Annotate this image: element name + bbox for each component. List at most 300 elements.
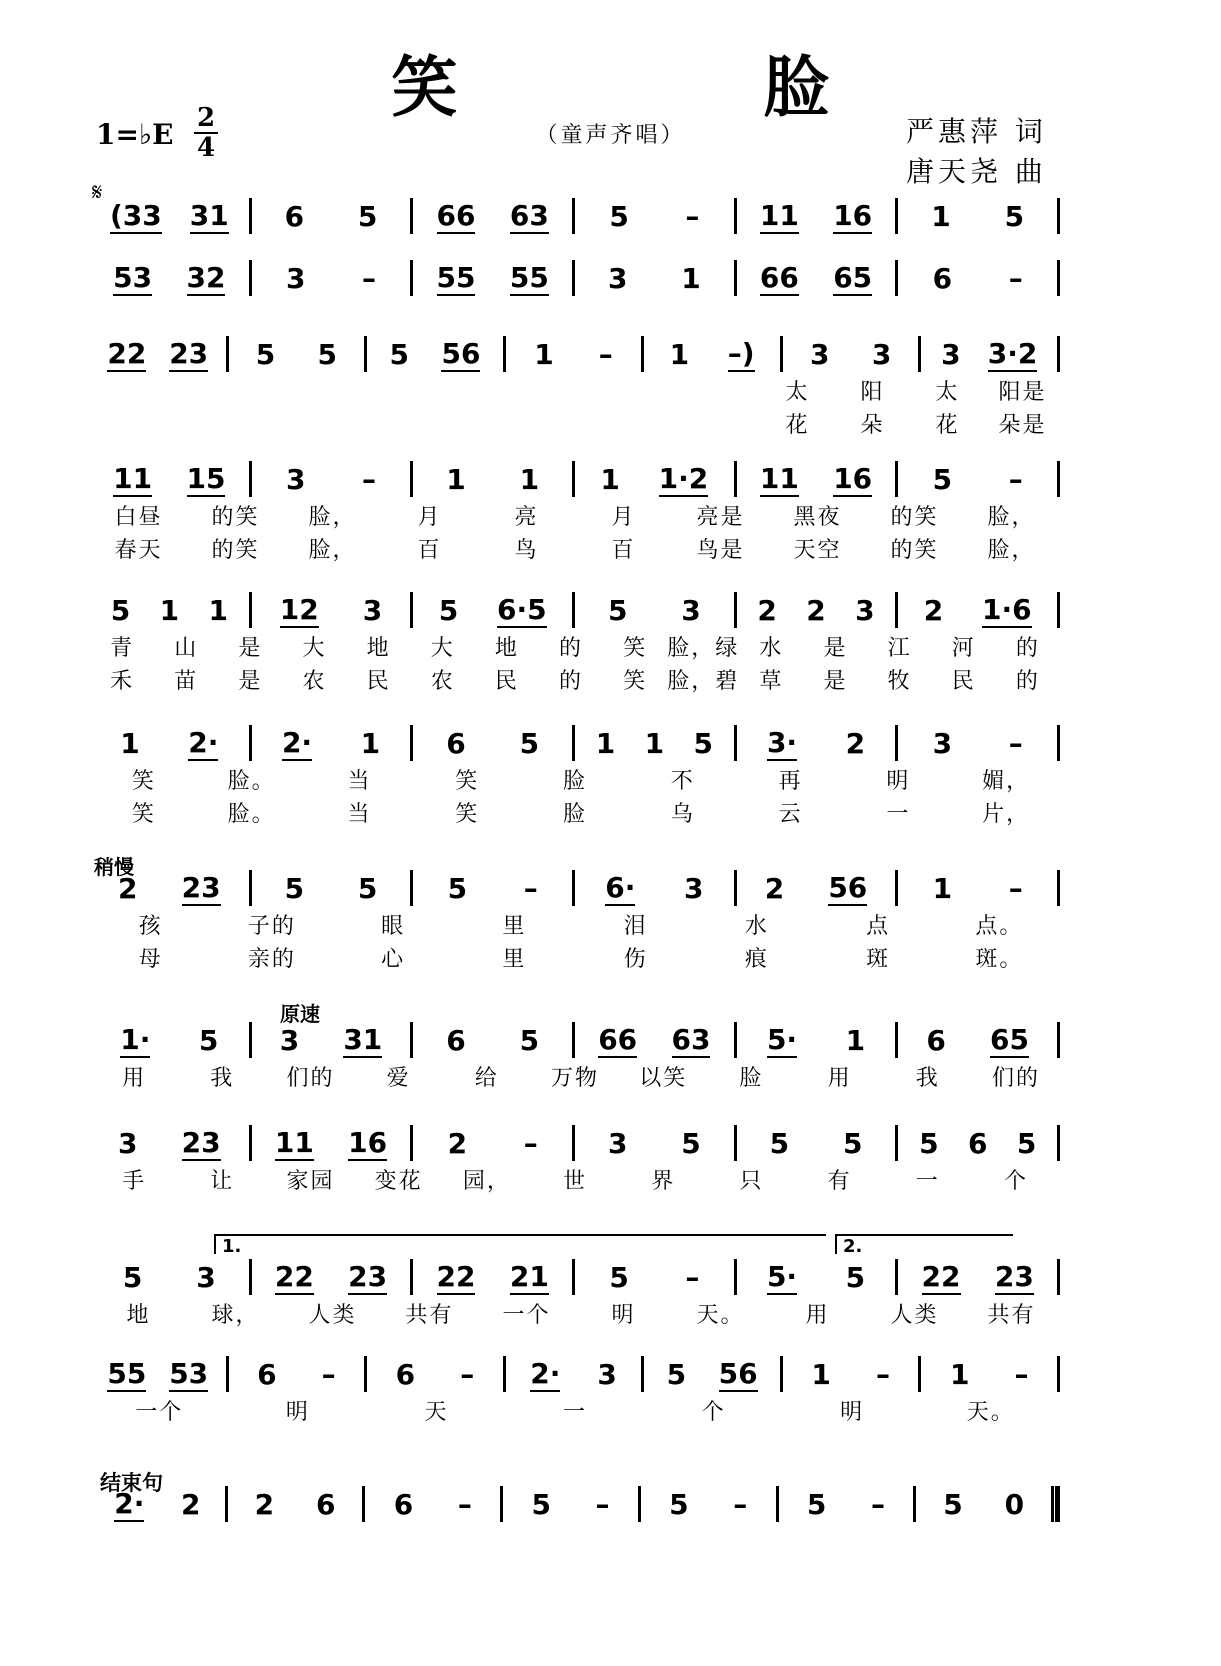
note-group: 3 bbox=[941, 337, 961, 371]
measure bbox=[921, 1358, 1057, 1391]
note-group: 5 bbox=[317, 337, 337, 371]
measure bbox=[898, 1127, 1057, 1160]
measure bbox=[898, 1260, 1057, 1295]
note-group: 63 bbox=[509, 198, 549, 232]
lyric-word: 大 bbox=[430, 636, 455, 661]
lyric-word: 当 bbox=[347, 802, 372, 827]
lyric-word: 亲的 bbox=[247, 947, 296, 972]
note-group: 16 bbox=[833, 198, 873, 232]
lyric-word: 斑。 bbox=[975, 947, 1024, 972]
lyric-word: 共有 bbox=[987, 1303, 1036, 1328]
lyric-word: 我 bbox=[915, 1066, 940, 1091]
lyric-word: 天。 bbox=[696, 1303, 745, 1328]
measure bbox=[252, 200, 411, 233]
score-system bbox=[90, 1257, 1060, 1330]
lyric-word: 脸。 bbox=[227, 769, 276, 794]
measure bbox=[90, 1023, 249, 1058]
lyric-word: 农 bbox=[430, 669, 455, 694]
note-group: 2 bbox=[180, 1487, 201, 1521]
measure bbox=[575, 1023, 734, 1058]
lyric-word: 是 bbox=[238, 669, 263, 694]
note-group: 6 bbox=[926, 1023, 946, 1057]
lyric-word: 人类 bbox=[308, 1303, 357, 1328]
note-group: 5 bbox=[919, 1126, 939, 1160]
lyric-word: 脸，碧 bbox=[667, 669, 740, 694]
note-group: 1 bbox=[845, 1023, 866, 1057]
note-group: 1 bbox=[208, 593, 228, 627]
lyric-word: 点 bbox=[866, 914, 891, 939]
note-group: – bbox=[362, 261, 377, 295]
measure bbox=[575, 727, 734, 760]
note-group: 6 bbox=[446, 1023, 466, 1057]
note-group: 5 bbox=[389, 337, 409, 371]
lyric-word: 天空 bbox=[793, 538, 842, 563]
note-group: – bbox=[685, 1260, 700, 1294]
lyric-word: 一个 bbox=[502, 1303, 551, 1328]
lyric-word: 我 bbox=[210, 1066, 235, 1091]
lyric-word: 子的 bbox=[247, 914, 296, 939]
note-group: 6 bbox=[257, 1357, 277, 1391]
lyric-line bbox=[90, 630, 1060, 663]
lyricist-credit: 严惠萍 词 bbox=[906, 115, 1047, 148]
song-title: 笑 脸 bbox=[391, 49, 950, 126]
lyric-word: 脸， bbox=[987, 505, 1036, 530]
note-group: 3 bbox=[683, 871, 704, 905]
note-group: 2 bbox=[923, 593, 944, 627]
note-group: 6· bbox=[605, 870, 636, 904]
note-group: 6 bbox=[932, 261, 953, 295]
measure bbox=[413, 727, 572, 760]
lyric-word: 黑夜 bbox=[793, 505, 842, 530]
barline bbox=[1057, 336, 1060, 372]
lyric-word: 明 bbox=[840, 1400, 865, 1425]
measure bbox=[783, 338, 919, 371]
measure bbox=[252, 593, 411, 628]
note-group: 5 bbox=[255, 337, 276, 371]
note-group: 1 bbox=[949, 1357, 970, 1391]
lyric-line bbox=[90, 941, 1060, 974]
measure bbox=[229, 1358, 365, 1391]
lyric-word: 们的 bbox=[991, 1066, 1040, 1091]
measure bbox=[779, 1488, 914, 1521]
note-group: 2· bbox=[281, 725, 313, 759]
note-group: 2 bbox=[757, 593, 777, 627]
note-group: 5· bbox=[766, 1259, 798, 1293]
lyric-word: 明 bbox=[886, 769, 911, 794]
note-group: – bbox=[598, 337, 613, 371]
lyric-word: 青 bbox=[110, 636, 135, 661]
lyric-word: 地 bbox=[494, 636, 519, 661]
note-group: 23 bbox=[348, 1259, 388, 1293]
note-group: 5 bbox=[1016, 1126, 1037, 1160]
note-group: 55 bbox=[436, 260, 476, 294]
note-group: 3 bbox=[855, 593, 875, 627]
note-group: – bbox=[595, 1487, 610, 1521]
notes-row bbox=[90, 1484, 1060, 1524]
measure bbox=[898, 200, 1057, 233]
lyric-word: 是 bbox=[238, 636, 263, 661]
note-group: – bbox=[1008, 261, 1023, 295]
measure bbox=[503, 1488, 638, 1521]
lyric-line bbox=[760, 374, 1060, 407]
note-group: 5 bbox=[607, 593, 628, 627]
lyric-word: 大 bbox=[302, 636, 327, 661]
lyric-word: 母 bbox=[138, 947, 163, 972]
lyric-line bbox=[90, 532, 1060, 565]
note-group: 6 bbox=[446, 726, 466, 760]
note-group: 5 bbox=[284, 871, 305, 905]
lyric-word: 天。 bbox=[966, 1400, 1015, 1425]
lyric-word: 春天 bbox=[114, 538, 163, 563]
lyric-word: 的笑 bbox=[890, 538, 939, 563]
note-group: (33 bbox=[109, 198, 162, 232]
measure bbox=[644, 1357, 780, 1392]
lyric-word: 明 bbox=[285, 1400, 310, 1425]
barline bbox=[1057, 1125, 1060, 1161]
note-group: 1 bbox=[932, 871, 953, 905]
lyric-word: 太 bbox=[935, 380, 960, 405]
lyric-word: 苗 bbox=[174, 669, 199, 694]
note-group: 1 bbox=[595, 726, 616, 760]
lyric-word: 笑 bbox=[623, 669, 648, 694]
note-group: 5 bbox=[110, 593, 131, 627]
lyric-word: 阳 bbox=[860, 380, 885, 405]
note-group: 5 bbox=[693, 726, 713, 760]
note-group: 3 bbox=[597, 1357, 617, 1391]
lyric-word: 们的 bbox=[286, 1066, 335, 1091]
lyric-word: 点。 bbox=[975, 914, 1024, 939]
lyric-word: 草 bbox=[759, 669, 784, 694]
measure bbox=[737, 261, 896, 296]
lyric-word: 的 bbox=[559, 636, 584, 661]
measure bbox=[641, 1488, 776, 1521]
score-system bbox=[90, 723, 1060, 829]
measure bbox=[413, 593, 572, 628]
lyric-word: 共有 bbox=[405, 1303, 454, 1328]
note-group: 11 bbox=[274, 1125, 314, 1159]
barline bbox=[1057, 725, 1060, 761]
lyric-word: 太 bbox=[785, 380, 810, 405]
notes-row bbox=[90, 868, 1060, 908]
measure bbox=[90, 199, 249, 234]
composer-credit: 唐天尧 曲 bbox=[906, 155, 1047, 188]
measure bbox=[90, 1357, 226, 1392]
lyric-word: 让 bbox=[210, 1169, 235, 1194]
note-group: 3 bbox=[607, 261, 628, 295]
lyric-word: 一 bbox=[915, 1169, 940, 1194]
lyric-word: 的 bbox=[1015, 669, 1040, 694]
lyric-word: 世 bbox=[563, 1169, 588, 1194]
lyric-word: 月 bbox=[611, 505, 636, 530]
lyric-word: 江 bbox=[887, 636, 912, 661]
note-group: – bbox=[1014, 1357, 1029, 1391]
note-group: 1 bbox=[360, 726, 381, 760]
lyric-word: 亮 bbox=[514, 505, 539, 530]
note-group: 2· bbox=[114, 1486, 145, 1520]
note-group: 6 bbox=[316, 1487, 336, 1521]
measure bbox=[575, 594, 734, 627]
note-group: 5 bbox=[357, 871, 378, 905]
note-group: 11 bbox=[759, 198, 799, 232]
score-system bbox=[90, 868, 1060, 974]
note-group: 1·6 bbox=[982, 592, 1032, 626]
lyric-word: 笑 bbox=[131, 769, 156, 794]
note-group: 6 bbox=[393, 1487, 414, 1521]
lyric-line bbox=[90, 908, 1060, 941]
note-group: 11 bbox=[759, 461, 799, 495]
note-group: 0 bbox=[1004, 1487, 1025, 1521]
lyric-word: 心 bbox=[381, 947, 406, 972]
lyric-word: 是 bbox=[823, 636, 848, 661]
lyric-word: 人类 bbox=[890, 1303, 939, 1328]
lyric-word: 个 bbox=[1003, 1169, 1028, 1194]
lyric-word: 一 bbox=[563, 1400, 588, 1425]
notes-row bbox=[90, 258, 1060, 298]
lyric-word: 万物 bbox=[551, 1066, 600, 1091]
note-group: 2· bbox=[530, 1356, 561, 1390]
note-group: 6 bbox=[395, 1357, 416, 1391]
measure bbox=[90, 261, 249, 296]
lyric-word: 地 bbox=[366, 636, 391, 661]
notes-row bbox=[90, 1257, 1060, 1297]
measure bbox=[252, 1023, 411, 1058]
lyric-word: 当 bbox=[347, 769, 372, 794]
measure bbox=[506, 1357, 642, 1392]
note-group: 22 bbox=[921, 1259, 961, 1293]
lyric-word: 用 bbox=[827, 1066, 852, 1091]
note-group: 15 bbox=[186, 461, 226, 495]
lyric-word: 有 bbox=[827, 1169, 852, 1194]
measure bbox=[783, 1358, 919, 1391]
lyric-line bbox=[90, 663, 1060, 696]
lyric-line bbox=[90, 1060, 1060, 1093]
note-group: 2 bbox=[845, 726, 866, 760]
note-group: – bbox=[1008, 871, 1023, 905]
note-group: 3 bbox=[118, 1126, 138, 1160]
lyric-word: 亮是 bbox=[696, 505, 745, 530]
measure bbox=[413, 199, 572, 234]
measure bbox=[90, 462, 249, 497]
note-group: 1 bbox=[931, 199, 951, 233]
lyric-word: 民 bbox=[951, 669, 976, 694]
lyric-word: 界 bbox=[651, 1169, 676, 1194]
lyric-word: 民 bbox=[494, 669, 519, 694]
measure bbox=[898, 872, 1057, 905]
barline bbox=[1057, 1356, 1060, 1392]
measure bbox=[228, 1488, 363, 1521]
measure bbox=[252, 463, 411, 496]
lyric-word: 河 bbox=[951, 636, 976, 661]
measure bbox=[413, 1024, 572, 1057]
note-group: 1 bbox=[159, 593, 180, 627]
note-group: 23 bbox=[181, 1125, 221, 1159]
note-group: – bbox=[733, 1487, 748, 1521]
lyric-word: 笑 bbox=[623, 636, 648, 661]
lyric-word: 一 bbox=[886, 802, 911, 827]
lyric-word: 花 bbox=[935, 413, 960, 438]
lyric-word: 鸟是 bbox=[696, 538, 745, 563]
note-group: 5 bbox=[845, 1260, 866, 1294]
lyric-word: 片， bbox=[982, 802, 1031, 827]
lyric-word: 媚， bbox=[982, 769, 1031, 794]
lyric-word: 脸 bbox=[563, 769, 588, 794]
lyric-word: 笑 bbox=[455, 802, 480, 827]
note-group: 1 bbox=[669, 337, 690, 371]
note-group: 5 bbox=[669, 1487, 689, 1521]
measure bbox=[413, 1127, 572, 1160]
time-signature bbox=[194, 104, 218, 162]
lyric-word: 是 bbox=[823, 669, 848, 694]
first-ending: 1. bbox=[214, 1234, 826, 1254]
note-group: 3 bbox=[607, 1126, 628, 1160]
lyric-word: 乌 bbox=[670, 802, 695, 827]
lyric-word: 的 bbox=[559, 669, 584, 694]
notes-row bbox=[90, 196, 1060, 236]
notes-row bbox=[90, 459, 1060, 499]
measure bbox=[90, 337, 226, 372]
measure bbox=[413, 872, 572, 905]
note-group: 2 bbox=[447, 1126, 468, 1160]
note-group: 12 bbox=[279, 592, 319, 626]
note-group: 3 bbox=[932, 726, 953, 760]
lyric-word: 朵 bbox=[860, 413, 885, 438]
lyric-word: 个 bbox=[701, 1400, 726, 1425]
note-group: 2 bbox=[254, 1487, 275, 1521]
note-group: 21 bbox=[509, 1259, 549, 1293]
lyric-word: 园， bbox=[462, 1169, 511, 1194]
note-group: – bbox=[1008, 726, 1023, 760]
note-group: 5 bbox=[769, 1126, 790, 1160]
lyric-word: 脸 bbox=[739, 1066, 764, 1091]
note-group: 16 bbox=[348, 1125, 388, 1159]
measure bbox=[737, 462, 896, 497]
measure bbox=[737, 594, 896, 627]
score-system bbox=[90, 258, 1060, 298]
note-group: – bbox=[875, 1357, 890, 1391]
score-system bbox=[90, 1123, 1060, 1196]
tempo-slower: 稍慢 bbox=[94, 855, 134, 879]
note-group: 22 bbox=[436, 1259, 476, 1293]
score-system bbox=[90, 1354, 1060, 1427]
measure bbox=[252, 872, 411, 905]
lyric-word: 一个 bbox=[135, 1400, 184, 1425]
note-group: 1 bbox=[600, 462, 620, 496]
note-group: 3·2 bbox=[987, 336, 1038, 370]
measure bbox=[413, 463, 572, 496]
note-group: 31 bbox=[189, 198, 229, 232]
lyric-word: 天 bbox=[424, 1400, 449, 1425]
lyric-word: 脸，绿 bbox=[667, 636, 740, 661]
note-group: 1 bbox=[446, 462, 466, 496]
measure bbox=[90, 1126, 249, 1161]
note-group: 31 bbox=[343, 1022, 383, 1056]
note-group: 23 bbox=[994, 1259, 1034, 1293]
lyric-word: 禾 bbox=[110, 669, 135, 694]
lyric-word: 百 bbox=[417, 538, 442, 563]
score-system bbox=[90, 590, 1060, 696]
meter-top: 2 bbox=[196, 103, 216, 133]
lyric-word: 百 bbox=[611, 538, 636, 563]
note-group: 2 bbox=[118, 871, 138, 905]
lyric-line bbox=[90, 763, 1060, 796]
lyric-word: 朵是 bbox=[998, 413, 1047, 438]
notes-row bbox=[90, 1020, 1060, 1060]
note-group: 5 bbox=[609, 1260, 629, 1294]
note-group: 3 bbox=[285, 462, 306, 496]
measure bbox=[575, 1127, 734, 1160]
lyric-word: 的 bbox=[1015, 636, 1040, 661]
measure bbox=[737, 726, 896, 761]
note-group: – bbox=[460, 1357, 475, 1391]
note-group: 66 bbox=[759, 260, 799, 294]
measure bbox=[506, 338, 642, 371]
lyric-word: 脸， bbox=[308, 538, 357, 563]
measure bbox=[229, 338, 365, 371]
note-group: 6·5 bbox=[497, 592, 547, 626]
lyric-word: 痕 bbox=[744, 947, 769, 972]
measure bbox=[413, 1260, 572, 1295]
lyric-word: 爱 bbox=[386, 1066, 411, 1091]
note-group: 32 bbox=[186, 260, 226, 294]
note-group: 5 bbox=[357, 199, 378, 233]
lyric-word: 孩 bbox=[138, 914, 163, 939]
lyric-word: 只 bbox=[739, 1169, 764, 1194]
score-system bbox=[90, 196, 1060, 236]
measure bbox=[252, 726, 411, 761]
lyric-word: 斑 bbox=[866, 947, 891, 972]
lyric-word: 的笑 bbox=[890, 505, 939, 530]
note-group: 55 bbox=[509, 260, 549, 294]
note-group: 5 bbox=[666, 1357, 687, 1391]
note-group: 5· bbox=[766, 1022, 798, 1056]
note-group: 1 bbox=[534, 337, 554, 371]
lyric-word: 云 bbox=[778, 802, 803, 827]
measure bbox=[575, 1261, 734, 1294]
lyric-word: 眼 bbox=[381, 914, 406, 939]
measure bbox=[898, 463, 1057, 496]
note-group: 5 bbox=[681, 1126, 701, 1160]
note-group: 5 bbox=[932, 462, 953, 496]
lyric-word: 笑 bbox=[131, 802, 156, 827]
measure bbox=[575, 462, 734, 497]
note-group: – bbox=[362, 462, 377, 496]
measure bbox=[90, 1261, 249, 1294]
lyric-line bbox=[90, 1297, 1060, 1330]
note-group: 3 bbox=[871, 337, 892, 371]
note-group: 55 bbox=[107, 1356, 147, 1390]
lyric-line bbox=[90, 796, 1060, 829]
note-group: 56 bbox=[828, 870, 868, 904]
measure bbox=[252, 1126, 411, 1161]
measure bbox=[737, 871, 896, 906]
lyric-word: 鸟 bbox=[514, 538, 539, 563]
measure bbox=[898, 1023, 1057, 1058]
measure bbox=[737, 1260, 896, 1295]
lyric-word: 用 bbox=[805, 1303, 830, 1328]
note-group: 2· bbox=[188, 725, 219, 759]
note-group: 5 bbox=[943, 1487, 963, 1521]
note-group: 3 bbox=[362, 593, 383, 627]
measure bbox=[898, 262, 1057, 295]
lyric-word: 水 bbox=[744, 914, 769, 939]
note-group: 65 bbox=[833, 260, 873, 294]
lyric-word: 山 bbox=[174, 636, 199, 661]
measure bbox=[737, 1023, 896, 1058]
note-group: 5 bbox=[519, 726, 540, 760]
key-signature: 1=♭E bbox=[96, 118, 174, 151]
lyric-word: 明 bbox=[611, 1303, 636, 1328]
note-group: 5 bbox=[531, 1487, 551, 1521]
